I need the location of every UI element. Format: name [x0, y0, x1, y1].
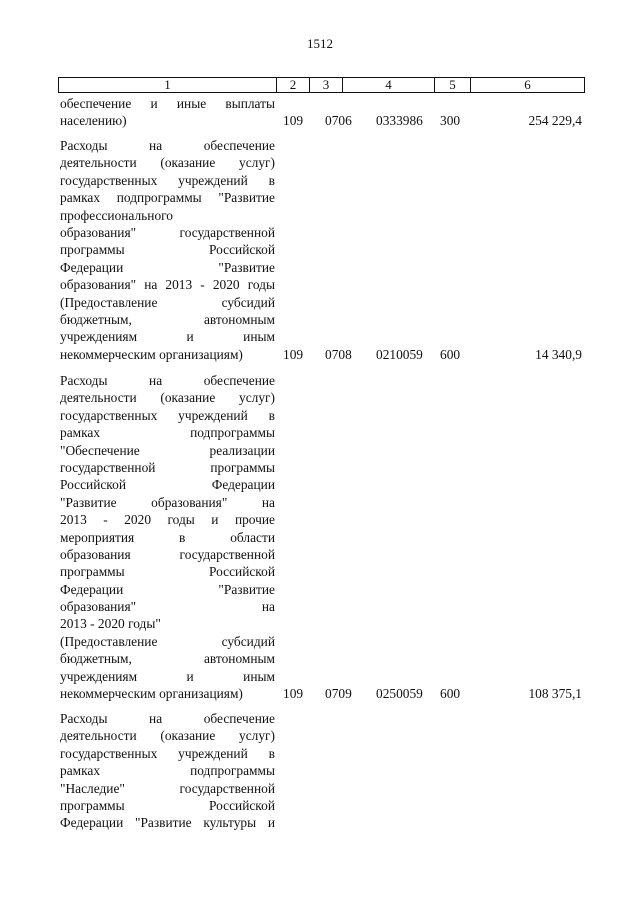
table-header-col-3: 3 — [310, 78, 343, 92]
description-line: мероприятия в области — [60, 529, 275, 545]
table-cell-csr: 0333986 — [376, 113, 423, 128]
description-line: 2013 - 2020 годы" — [60, 616, 161, 632]
description-line: государственных учреждений в — [60, 745, 275, 761]
table-cell-gr: 109 — [283, 686, 304, 701]
description-line: рамках подпрограммы — [60, 763, 275, 779]
table-cell-gr: 109 — [283, 113, 304, 128]
description-line: "Наследие" государственной — [60, 780, 275, 796]
table-cell-vr: 300 — [440, 113, 461, 128]
description-line: 2013 - 2020 годы и прочие — [60, 512, 275, 528]
description-line: рамках подпрограммы — [60, 425, 275, 441]
table-row-description — [60, 372, 275, 702]
description-line: рамках подпрограммы "Развитие — [60, 190, 275, 206]
description-line: деятельности (оказание услуг) — [60, 390, 275, 406]
description-line: "Обеспечение реализации — [60, 442, 275, 458]
description-line: Федерации "Развитие — [60, 259, 275, 275]
table-header-col-1: 1 — [59, 78, 277, 92]
description-line: Федерации "Развитие культуры и — [60, 815, 275, 831]
description-line: программы Российской — [60, 564, 275, 580]
description-line: Расходы на обеспечение — [60, 373, 275, 388]
description-line: учреждениям и иным — [60, 329, 275, 345]
description-line: деятельности (оказание услуг) — [60, 728, 275, 744]
table-cell-gr: 109 — [283, 347, 304, 362]
description-line: населению) — [60, 113, 127, 129]
table-cell-sum: 108 375,1 — [528, 686, 582, 701]
description-line: государственных учреждений в — [60, 172, 275, 188]
description-line: "Развитие образования" на — [60, 494, 275, 510]
description-line: учреждениям и иным — [60, 668, 275, 684]
table-cell-rz: 0708 — [325, 347, 352, 362]
description-line: программы Российской — [60, 242, 275, 258]
description-line: Федерации "Развитие — [60, 581, 275, 597]
description-line: (Предоставление субсидий — [60, 294, 275, 310]
table-cell-csr: 0250059 — [376, 686, 423, 701]
table-cell-sum: 254 229,4 — [528, 113, 582, 128]
description-line: некоммерческим организациям) — [60, 346, 243, 362]
description-line: государственной программы — [60, 459, 275, 475]
description-line: Российской Федерации — [60, 477, 275, 493]
table-cell-vr: 600 — [440, 347, 461, 362]
table-cell-csr: 0210059 — [376, 347, 423, 362]
table-header-row — [58, 77, 585, 93]
description-line: образования государственной — [60, 546, 275, 562]
table-header-col-6: 6 — [524, 77, 531, 92]
table-cell-rz: 0706 — [325, 113, 352, 128]
description-line: образования" на 2013 - 2020 годы — [60, 277, 275, 293]
description-line: обеспечение и иные выплаты — [60, 96, 275, 111]
description-line: профессионального — [60, 207, 173, 223]
table-cell-vr: 600 — [440, 686, 461, 701]
description-line: программы Российской — [60, 797, 275, 813]
table-row-description — [60, 95, 275, 130]
description-line: образования" государственной — [60, 224, 275, 240]
description-line: образования" на — [60, 599, 275, 615]
description-line: бюджетным, автономным — [60, 311, 275, 327]
table-header-col-5: 5 — [435, 78, 471, 92]
description-line: государственных учреждений в — [60, 407, 275, 423]
description-line: некоммерческим организациям) — [60, 686, 243, 702]
table-row-description — [60, 137, 275, 363]
description-line: деятельности (оказание услуг) — [60, 155, 275, 171]
table-cell-sum: 14 340,9 — [535, 347, 582, 362]
table-header-col-2: 2 — [277, 78, 310, 92]
description-line: (Предоставление субсидий — [60, 633, 275, 649]
page-number: 1512 — [307, 36, 333, 51]
description-line: Расходы на обеспечение — [60, 711, 275, 726]
table-cell-rz: 0709 — [325, 686, 352, 701]
description-line: Расходы на обеспечение — [60, 138, 275, 153]
table-row-description — [60, 710, 275, 832]
description-line: бюджетным, автономным — [60, 651, 275, 667]
table-header-col-4: 4 — [343, 78, 435, 92]
